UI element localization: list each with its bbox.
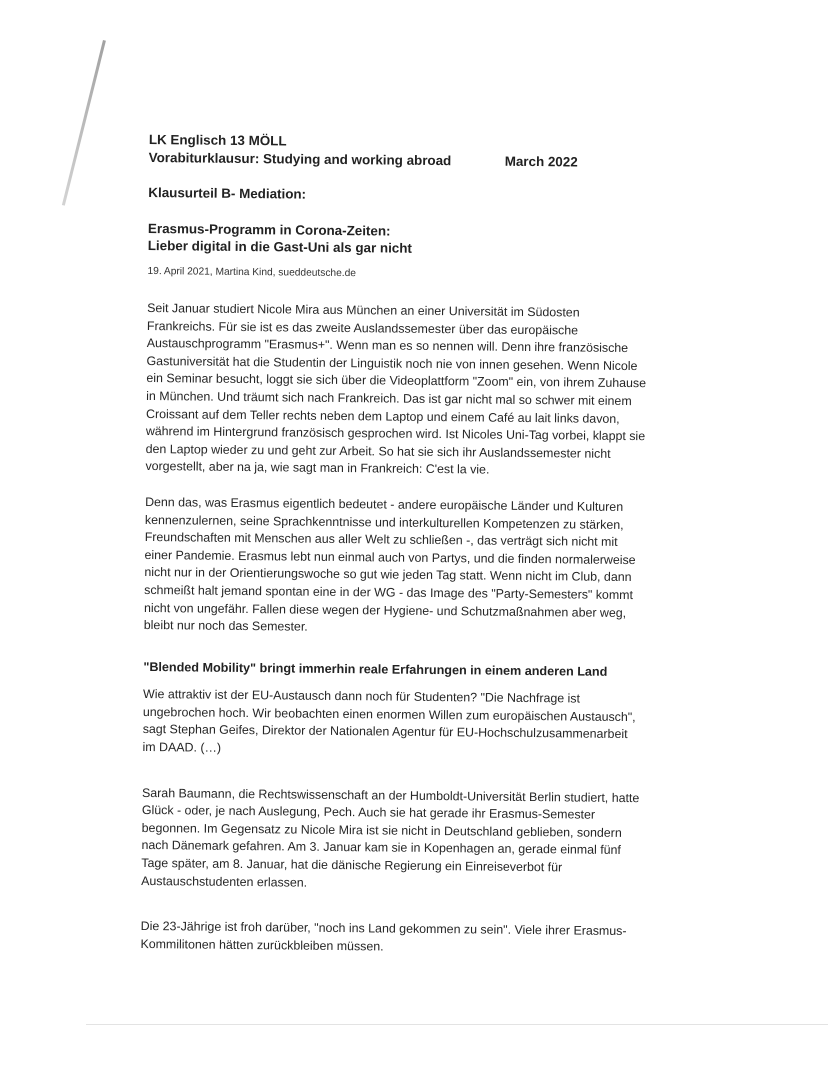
paragraph-3: Wie attraktiv ist der EU-Austausch dann noch für Studenten? "Die Nachfrage ist ungebrochen hoch. Wir beobachten einen enormen Willen zum europäischen Austausch", sagt Stephan Geifes, Direktor der Nationalen Agentur für EU-Hochschulzusammenarbeit im DAAD. (…)	[142, 687, 636, 755]
paragraph-2: Denn das, was Erasmus eigentlich bedeutet - andere europäische Länder und Kulturen kennenzulernen, seine Sprachkenntnisse und interkulturellen Kompetenzen zu stärken, Freundschaften mit Menschen aus aller Welt zu schließen -, das verträgt sich nicht mit einer Pandemie. Erasmus lebt nun einmal auch von Partys, und die finden normalerweise nicht nur in der Orientierungswoche so gut wie jeden Tag statt. Wenn nicht im Club, dann schmeißt halt jemand spontan eine in der WG - das Image des "Party-Semesters" kommt nicht von ungefähr. Fallen diese wegen der Hygiene- und Schutzmaßnahmen aber weg, bleibt nur noch das Semester.	[143, 494, 636, 634]
scan-edge-mark	[62, 40, 106, 206]
scan-bottom-edge	[86, 1024, 828, 1025]
article-subheading: "Blended Mobility" bringt immerhin reale Erfahrungen in einem anderen Land	[143, 659, 608, 679]
article-title	[148, 220, 648, 259]
article-byline: 19. April 2021, Martina Kind, sueddeutsche.de	[147, 265, 356, 280]
exam-title: Vorabiturklausur: Studying and working abroad	[148, 149, 452, 169]
section-heading: Klausurteil B- Mediation:	[148, 184, 307, 202]
article-title-line-1: Erasmus-Programm in Corona-Zeiten:	[147, 220, 391, 239]
paragraph-4: Sarah Baumann, die Rechtswissenschaft an der Humboldt-Universität Berlin studiert, hatte Glück - oder, je nach Auslegung, Pech. Auch sie hat gerade ihr Erasmus-Semester begonnen. Im Gegensatz zu Nicole Mira ist sie nicht in Deutschland geblieben, sondern nach Dänemark gefahren. Am 3. Januar kam sie in Kopenhagen an, gerade einmal fünf Tage später, am 8. Januar, hat die dänische Regierung ein Einreiseverbot für Austauschstudenten erlassen.	[141, 785, 640, 890]
course-title: LK Englisch 13 MÖLL	[148, 131, 287, 149]
paragraph-1: Seit Januar studiert Nicole Mira aus München an einer Universität im Südosten Frankreichs. Für sie ist es das zweite Auslandssemester über das europäische Austauschprogramm "Erasmus+". Wenn man es so nennen will. Denn ihre französische Gastuniversität hat die Studentin der Linguistik noch nie von innen gesehen. Wenn Nicole ein Seminar besucht, loggt sie sich über die Videoplattform "Zoom" ein, von ihrem Zuhause in München. Und träumt sich nach Frankreich. Das ist gar nicht mal so schwer mit einem Croissant auf dem Teller rechts neben dem Laptop und einem Café au lait links davon, während im Hintergrund französisch gesprochen wird. Ist Nicoles Uni-Tag vorbei, klappt sie den Laptop wieder zu und geht zur Arbeit. So hat sie sich ihr Auslandssemester nicht vorgestellt, aber na ja, wie sagt man in Frankreich: C'est la vie.	[145, 300, 647, 477]
paragraph-5: Die 23-Jährige ist froh darüber, "noch ins Land gekommen zu sein". Viele ihrer Erasmus-Kommilitonen hätten zurückbleiben müssen.	[140, 919, 627, 954]
document-content	[140, 131, 649, 959]
exam-date: March 2022	[504, 153, 578, 170]
article-title-line-2: Lieber digital in die Gast-Uni als gar nicht	[147, 237, 413, 256]
exam-header-row	[149, 149, 578, 171]
